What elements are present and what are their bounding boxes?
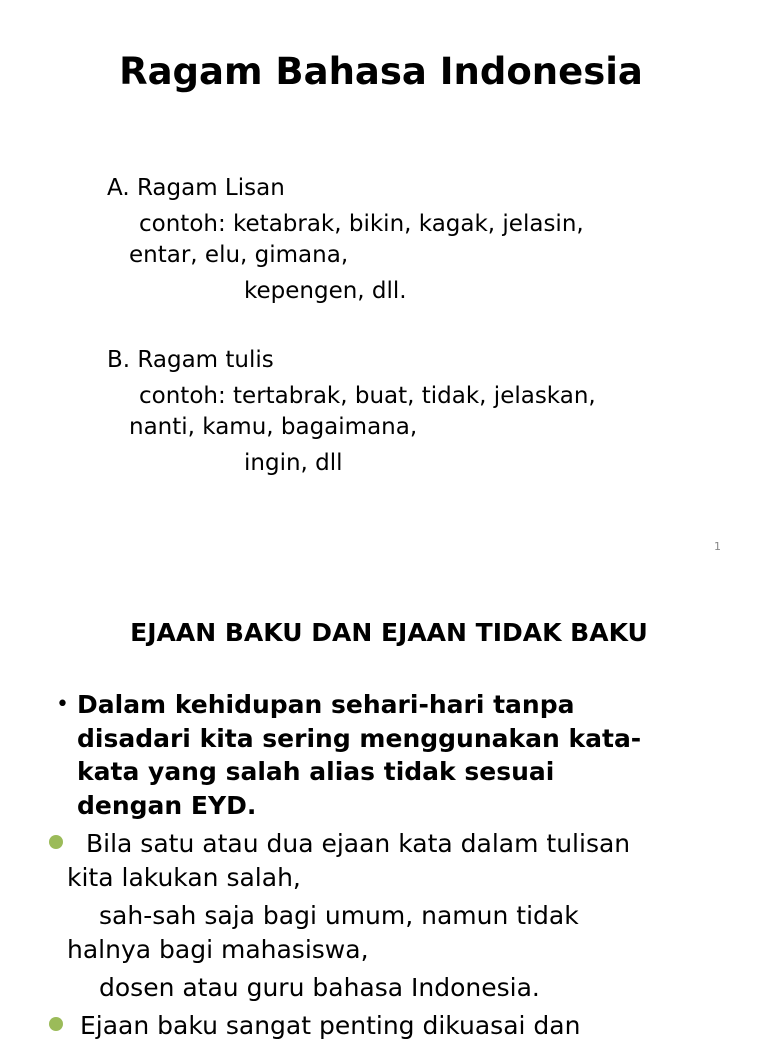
section-b-example-line-2: nanti, kamu, bagaimana, (129, 414, 418, 440)
section-a-example-line-2: entar, elu, gimana, (129, 242, 349, 268)
sub-bullet-1-line-3: sah-sah saja bagi umum, namun tidak (99, 901, 579, 930)
main-bullet-text (77, 688, 641, 822)
section-a-example-line-3: kepengen, dll. (244, 278, 407, 304)
sub-bullet-1-line-1: Bila satu atau dua ejaan kata dalam tulisan (86, 829, 631, 858)
green-bullet-icon (49, 1017, 63, 1031)
sub-bullet-2-line-1: Ejaan baku sangat penting dikuasai dan (80, 1011, 581, 1040)
sub-bullet-1-line-2: kita lakukan salah, (67, 863, 301, 892)
slide-title: EJAAN BAKU DAN EJAAN TIDAK BAKU (130, 618, 648, 647)
section-b-heading: B. Ragam tulis (107, 347, 274, 373)
section-a-example-line-1: contoh: ketabrak, bikin, kagak, jelasin, (139, 211, 584, 237)
section-a-heading: A. Ragam Lisan (107, 175, 285, 201)
section-b-example-line-1: contoh: tertabrak, buat, tidak, jelaskan, (139, 383, 596, 409)
main-bullet-line: Dalam kehidupan sehari-hari tanpa (77, 690, 575, 719)
main-bullet-line: dengan EYD. (77, 790, 257, 820)
bullet-icon: • (56, 692, 69, 717)
sub-bullet-1-line-4: halnya bagi mahasiswa, (67, 935, 369, 964)
page-number: 1 (714, 540, 721, 553)
green-bullet-icon (49, 835, 63, 849)
slide-title: Ragam Bahasa Indonesia (119, 50, 643, 93)
main-bullet-line: kata yang salah alias tidak sesuai (77, 757, 555, 786)
main-bullet-line: disadari kita sering menggunakan kata- (77, 723, 642, 753)
slide-2 (0, 576, 768, 1040)
section-b-example-line-3: ingin, dll (244, 450, 343, 476)
sub-bullet-1-line-5: dosen atau guru bahasa Indonesia. (99, 973, 540, 1002)
